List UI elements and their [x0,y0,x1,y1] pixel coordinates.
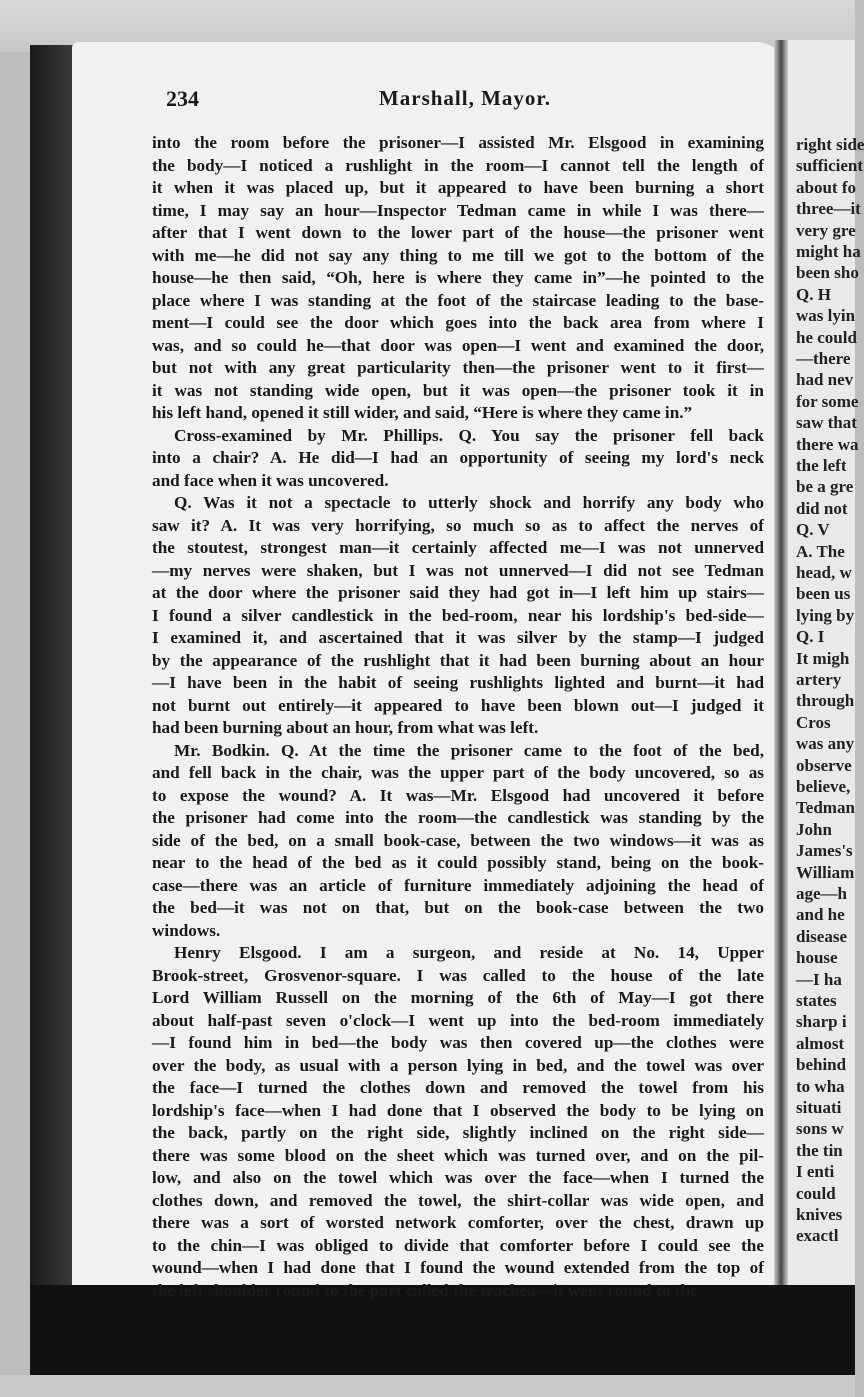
facing-page-line: saw that [796,413,857,433]
facing-page-line: situati [796,1098,842,1117]
facing-page-line: very gre [796,220,856,240]
facing-page-line: James's [796,841,853,861]
text-line: to expose the wound? A. It was—Mr. Elsgood had uncovered it before [152,785,764,805]
running-head: Marshall, Mayor. [378,86,552,110]
facing-page-line: believe, [796,777,851,796]
facing-page-line: through [796,691,855,711]
facing-page-line: knives [796,1205,843,1224]
facing-page-line: artery [796,670,842,689]
facing-page [782,40,864,1285]
text-line: windows. [152,920,221,940]
facing-page-line: been sho [796,263,859,283]
text-line: I found a silver candlestick in the bed-room, near his lordship's bed-side— [152,605,764,625]
text-line: Cross-examined by Mr. Phillips. Q. You say the prisoner fell back [174,425,764,445]
text-line: but not with any great particularity then—the prisoner went to it first— [152,358,764,377]
facing-page-line: Tedman [796,798,855,818]
text-line: the stoutest, strongest man—it certainly affected me—I was not unnerved [152,538,764,557]
text-line: was, and so could he—that door was open—I went and examined the door, [152,335,764,355]
facing-page-line: had nev [796,370,854,390]
text-line: low, and also on the towel which was over the face—when I turned the [152,1168,764,1187]
text-line: near to the head of the bed as it could possibly stand, being on the book- [152,853,764,872]
text-line: the left shoulder round to the part called the trachea—it went round to the [152,1280,698,1300]
facing-page-line: Q. I [796,627,825,647]
facing-page-line: William [796,862,855,882]
text-line: to the chin—I was obliged to divide that comforter before I could see the [152,1235,764,1255]
text-line: and face when it was uncovered. [152,470,389,490]
facing-page-line: for some [796,391,859,411]
facing-page-line: states [796,991,837,1010]
facing-page-line: sons w [796,1119,844,1139]
text-line: Q. Was it not a spectacle to utterly shock and horrify any body who [174,493,764,512]
text-line: house—he then said, “Oh, here is where they came in”—he pointed to the [152,268,764,287]
text-line: I examined it, and ascertained that it was silver by the stamp—I judged [152,628,764,647]
text-line: Mr. Bodkin. Q. At the time the prisoner came to the foot of the bed, [174,740,764,760]
text-line: time, I may say an hour—Inspector Tedman came in while I was there— [152,200,764,220]
facing-page-line: John [796,819,832,839]
facing-page-line: be a gre [796,477,854,497]
text-line: after that I went down to the lower part of the house—the prisoner went [152,223,764,242]
text-line: had been burning about an hour, from what was left. [152,718,539,737]
facing-page-line: I enti [796,1162,835,1182]
facing-page-line: and he [796,905,845,925]
page-header [166,86,764,114]
text-line: place where I was standing at the foot of the staircase leading to the base- [152,290,764,310]
facing-page-line: the left [796,456,847,475]
text-line: with me—he did not say any thing to me till we got to the bottom of the [152,245,764,265]
facing-page-line: Q. V [796,520,830,540]
text-line: there was some blood on the sheet which was turned over, and on the pil- [152,1145,764,1165]
facing-page-line: disease [796,926,847,946]
facing-page-line: about fo [796,177,856,197]
facing-page-line: been us [796,584,851,604]
text-line: —my nerves were shaken, but I was not unnerved—I did not see Tedman [152,560,764,580]
text-line: not burnt out entirely—it appeared to have been blown out—I judged it [152,695,764,715]
facing-page-line: sharp i [796,1012,847,1032]
facing-page-line: head, w [796,563,852,582]
facing-page-line: might ha [796,242,861,261]
facing-page-line: he could [796,327,857,347]
facing-page-line: sufficient [796,156,864,176]
facing-page-line: It migh [796,648,850,668]
facing-page-line: was lyin [796,306,856,326]
body-text [152,132,764,1302]
text-line: at the door where the prisoner said they had got in—I left him up stairs— [152,583,764,602]
page-number: 234 [166,86,199,111]
text-line: the face—I turned the clothes down and removed the towel from his [152,1078,764,1097]
facing-page-line: house [796,948,838,968]
text-line: —I have been in the habit of seeing rushlights lighted and burnt—it had [152,673,764,692]
text-line: the bed—it was not on that, but on the book-case between the two [152,898,764,917]
text-line: into a chair? A. He did—I had an opportunity of seeing my lord's neck [152,448,764,467]
text-line: there was a sort of worsted network comforter, over the chest, drawn up [152,1213,764,1232]
page-gutter [774,40,788,1285]
text-line: by the appearance of the rushlight that it had been burning about an hour [152,650,764,670]
facing-page-line: right side [796,135,864,154]
scan-bottom-edge [0,1375,855,1397]
text-line: it when it was placed up, but it appeared to have been burning a short [152,178,764,197]
text-line: case—there was an article of furniture immediately adjoining the head of [152,875,764,895]
facing-page-line: —I ha [796,969,842,989]
facing-page-line: lying by [796,605,855,625]
facing-page-line: could [796,1183,836,1203]
text-line: wound—when I had done that I found the wound extended from the top of [152,1258,764,1277]
text-line: the prisoner had come into the room—the candlestick was standing by the [152,808,764,827]
facing-page-line: age—h [796,884,847,903]
facing-page-line: to wha [796,1076,845,1096]
text-line: saw it? A. It was very horrifying, so much so as to affect the nerves of [152,515,764,535]
text-line: and fell back in the chair, was the upper part of the body uncovered, so as [152,763,764,782]
text-line: it was not standing wide open, but it was open—the prisoner took it in [152,380,764,400]
text-line: Brook-street, Grosvenor-square. I was called to the house of the late [152,965,764,985]
text-line: his left hand, opened it still wider, and said, “Here is where they came in.” [152,403,693,422]
facing-page-line: observe [796,755,852,775]
facing-page-line: almost [796,1033,845,1053]
text-line: about half-past seven o'clock—I went up into the bed-room immediately [152,1010,764,1030]
facing-page-line: the tin [796,1140,843,1160]
text-line: ment—I could see the door which goes into the back area from where I [152,313,764,332]
text-line: the back, partly on the right side, slightly inclined on the right side— [152,1123,764,1142]
facing-page-line: Cros [796,712,831,732]
text-line: —I found him in bed—the body was then covered up—the clothes were [152,1033,764,1052]
text-line: lordship's face—when I had done that I observed the body to be lying on [152,1100,764,1120]
facing-page-line: exactl [796,1226,839,1246]
facing-page-line: behind [796,1055,847,1075]
facing-page-line: Q. H [796,284,831,304]
text-line: side of the bed, on a small book-case, between the two windows—it was as [152,830,764,850]
facing-page-line: did not [796,498,848,518]
facing-page-line: —there [796,349,851,368]
facing-page-line: A. The [796,541,845,561]
facing-page-line: was any [796,734,855,754]
text-line: into the room before the prisoner—I assisted Mr. Elsgood in examining [152,133,764,152]
text-line: the body—I noticed a rushlight in the room—I cannot tell the length of [152,155,764,175]
text-line: Henry Elsgood. I am a surgeon, and reside at No. 14, Upper [174,943,764,962]
text-line: Lord William Russell on the morning of the 6th of May—I got there [152,988,764,1007]
facing-page-line: there wa [796,434,859,454]
text-line: clothes down, and removed the towel, the shirt-collar was wide open, and [152,1190,764,1210]
facing-page-line: three—it [796,199,861,219]
text-line: over the body, as usual with a person lying in bed, and the towel was over [152,1055,764,1075]
